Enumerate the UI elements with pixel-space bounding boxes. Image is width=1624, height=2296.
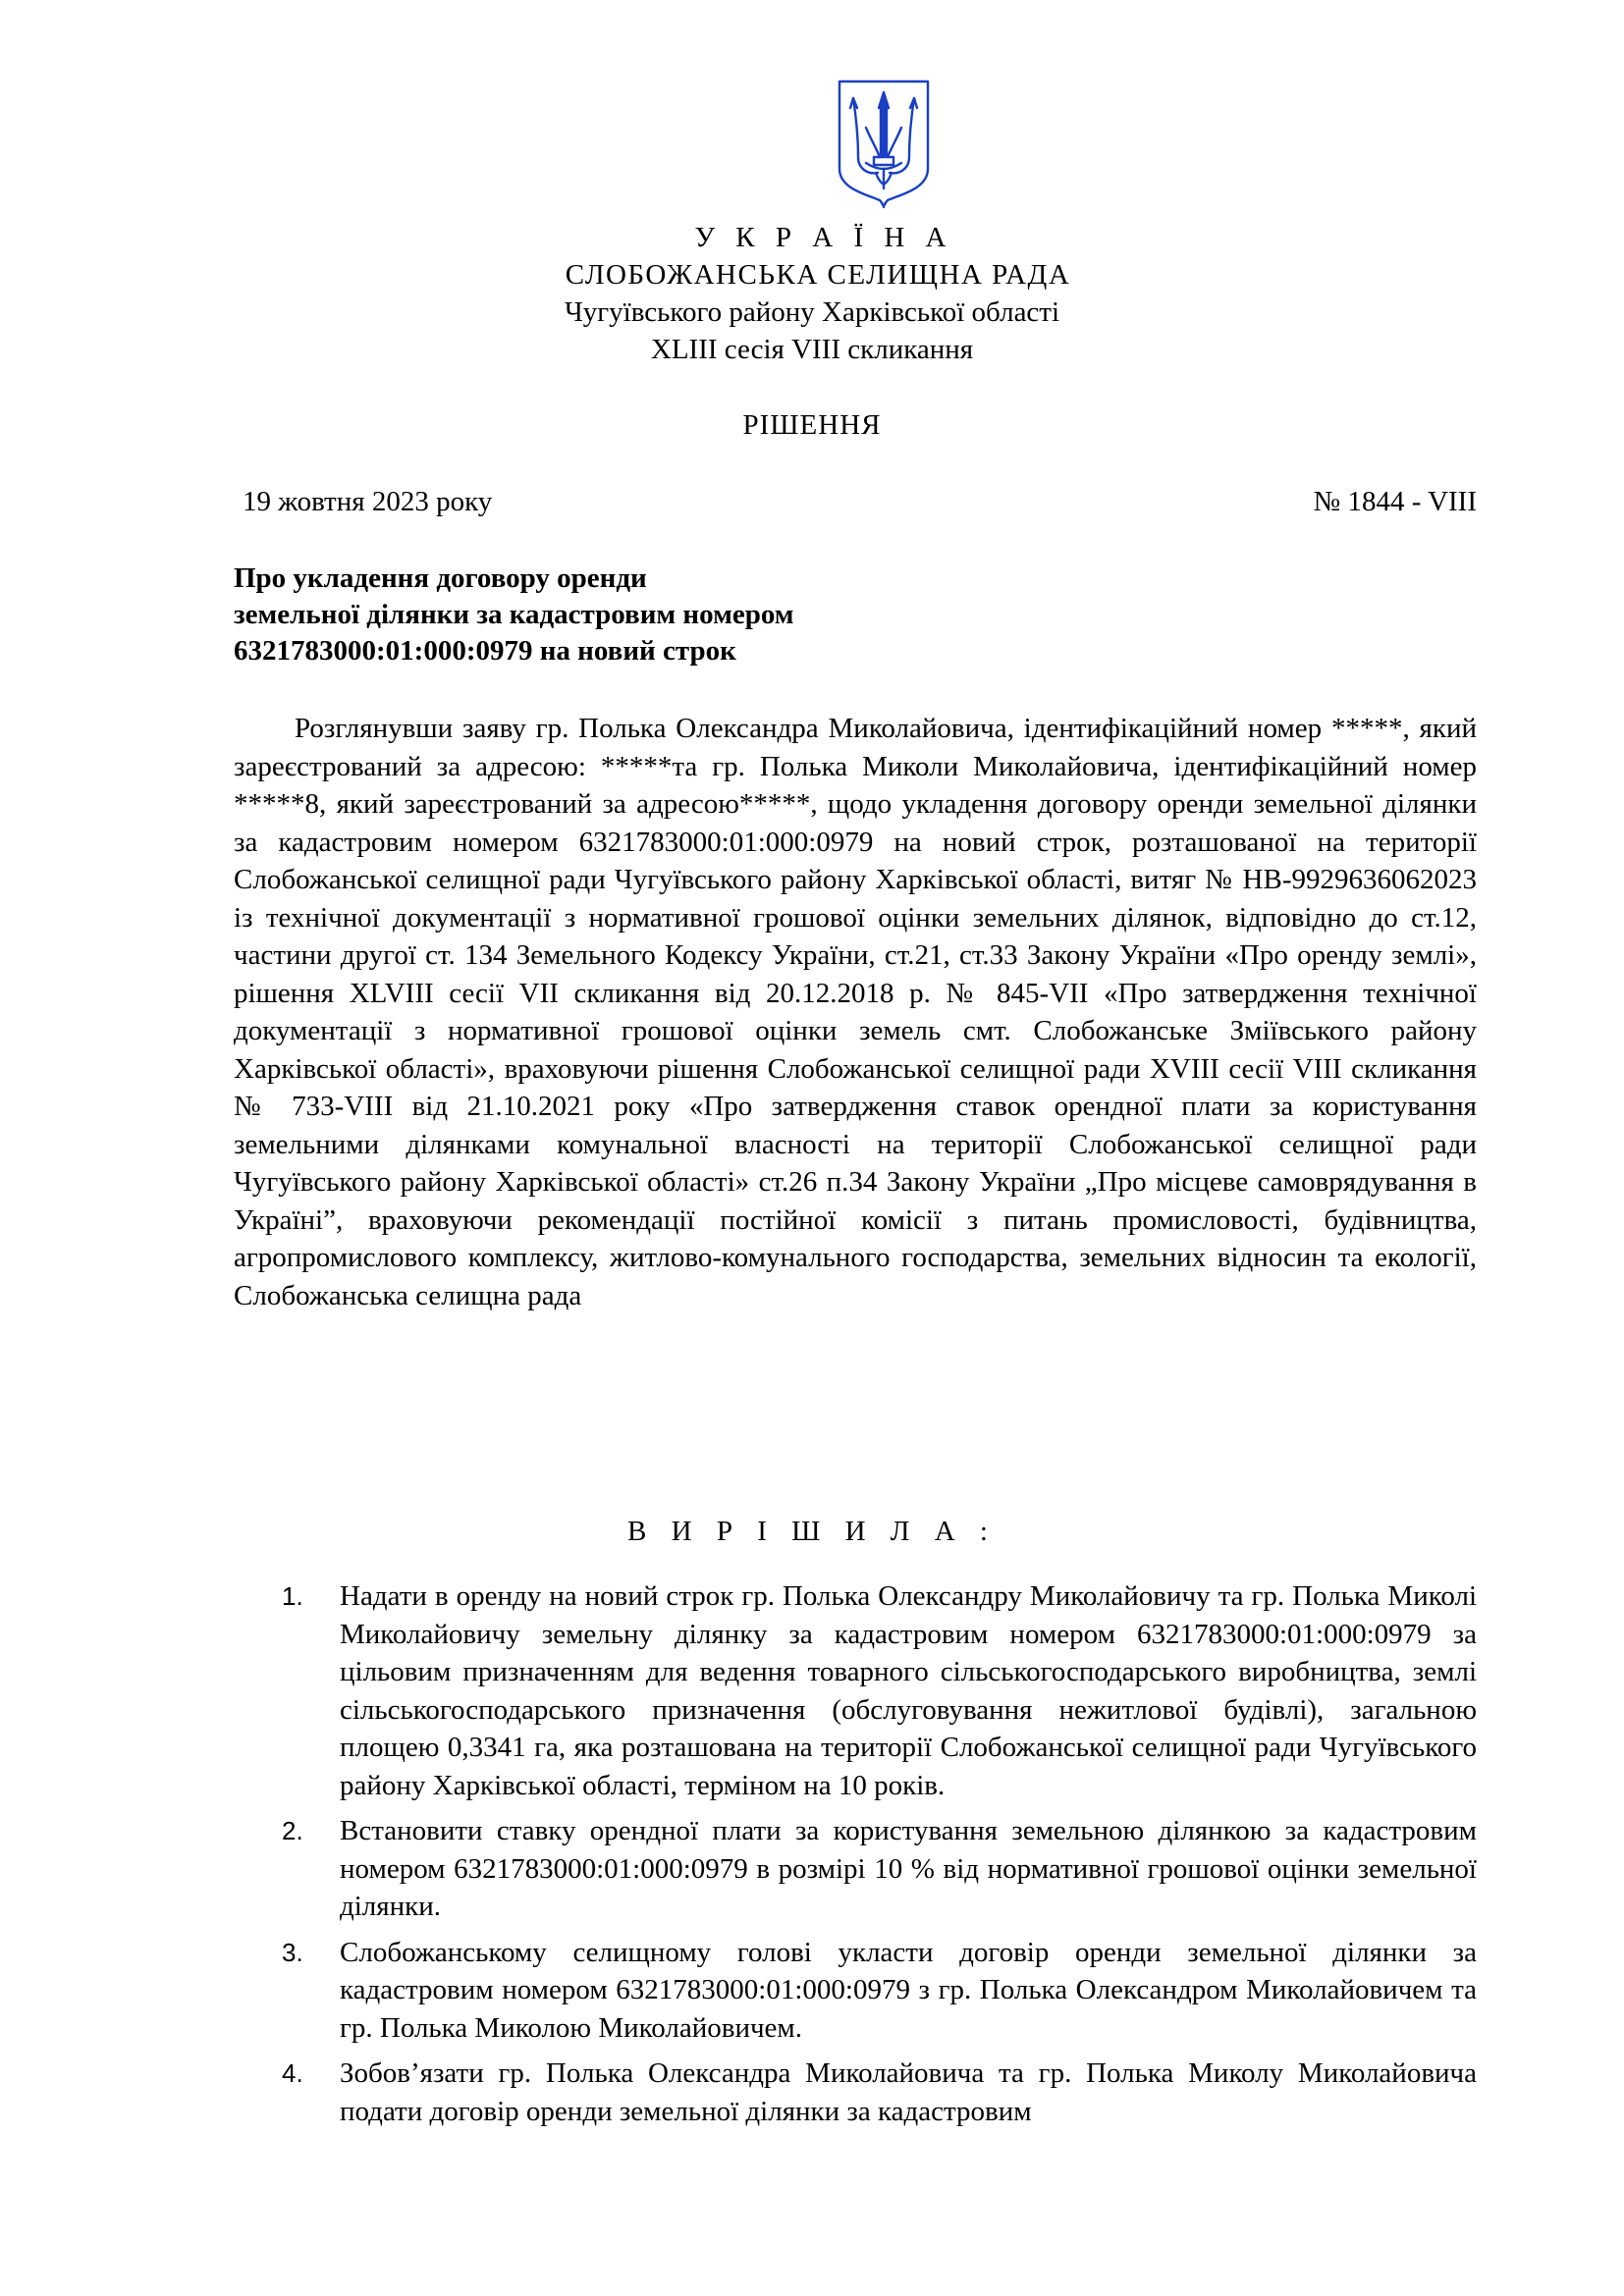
- decision-item: [234, 2055, 1477, 2130]
- decision-item-number: 1.: [282, 1581, 303, 1611]
- document-type-title: РІШЕННЯ: [742, 409, 882, 441]
- district-line: Чугуївського району Харківської області: [564, 296, 1060, 328]
- decision-item-text: Надати в оренду на новий строк гр. Полька Олександру Миколайовичу та гр. Полька Миколі Миколайовичу земельну ділянку за кадастровим номером 6321783000:01:000:0979 за цільовим призначенням для ведення товарного сільськогосподарського виробництва, землі сільськогосподарського призначення (обслуговування нежитлової будівлі), загальною площею 0,3341 га, яка розташована на території Слобожанської селищної ради Чугуївського району Харківської області, терміном на 10 років.: [340, 1580, 1477, 1801]
- decision-subject: [234, 561, 794, 669]
- country-title: У К Р А Ї Н А: [694, 222, 953, 253]
- decision-item-text: Зобов’язати гр. Полька Олександра Миколайовича та гр. Полька Миколу Миколайовича подати договір оренди земельної ділянки за кадастровим: [340, 2057, 1477, 2127]
- decision-number: № 1844 - VIII: [1313, 486, 1477, 517]
- decision-item: [234, 1577, 1477, 1804]
- decision-item-number: 2.: [282, 1816, 303, 1845]
- decision-item-text: Встановити ставку орендної плати за користування земельною ділянкою за кадастровим номером 6321783000:01:000:0979 в розмірі 10 % від нормативної грошової оцінки земельної ділянки.: [340, 1815, 1477, 1922]
- decision-item-number: 4.: [282, 2058, 303, 2088]
- decision-item-text: Слобожанському селищному голові укласти договір оренди земельної ділянки за кадастровим номером 6321783000:01:000:0979 з гр. Полька Олександром Миколайовичем та гр. Полька Миколою Миколайовичем.: [340, 1936, 1477, 2044]
- coat-of-arms-icon: [837, 79, 931, 210]
- decision-list: [234, 1577, 1477, 2138]
- resolved-heading: В И Р І Ш И Л А :: [627, 1516, 997, 1547]
- subject-line: земельної ділянки за кадастровим номером: [234, 599, 794, 630]
- decision-item: [234, 1812, 1477, 1926]
- session-line: XLIII сесія VIII скликання: [650, 334, 974, 365]
- decision-item-number: 3.: [282, 1937, 303, 1967]
- decision-date: 19 жовтня 2023 року: [243, 486, 493, 517]
- preamble-paragraph: Розглянувши заяву гр. Полька Олександра Миколайовича, ідентифікаційний номер *****, який зареєстрований за адресою: *****та гр. Полька Миколи Миколайовича, ідентифікаційний номер *****8, який зареєстрований за адресою*****, щодо укладення договору оренди земельної ділянки за кадастровим номером 6321783000:01:000:0979 на новий строк, розташованої на території Слобожанської селищної ради Чугуївського району Харківської області, витяг № НВ-9929636062023 із технічної документації з нормативної грошової оцінки земельних ділянок, відповідно до ст.12, частини другої ст. 134 Земельного Кодексу України, ст.21, ст.33 Закону України «Про оренду землі», рішення XLVIII сесії VII скликання від 20.12.2018 р. № 845-VII «Про затвердження технічної документації з нормативної грошової оцінки земель смт. Слобожанське Зміївського району Харківської області», враховуючи рішення Слобожанської селищної ради XVIII сесії VIII скликання № 733-VIII від 21.10.2021 року «Про затвердження ставок орендної плати за користування земельними ділянками комунальної власності на території Слобожанської селищної ради Чугуївського району Харківської області» ст.26 п.34 Закону України „Про місцеве самоврядування в Україні”, враховуючи рекомендації постійної комісії з питань промисловості, будівництва, агропромислового комплексу, житлово-комунального господарства, земельних відносин та екології, Слобожанська селищна рада: [234, 713, 1477, 1311]
- subject-line: Про укладення договору оренди: [234, 562, 647, 594]
- council-title: СЛОБОЖАНСЬКА СЕЛИЩНА РАДА: [565, 259, 1071, 291]
- decision-item: [234, 1934, 1477, 2048]
- subject-line: 6321783000:01:000:0979 на новий строк: [234, 635, 736, 667]
